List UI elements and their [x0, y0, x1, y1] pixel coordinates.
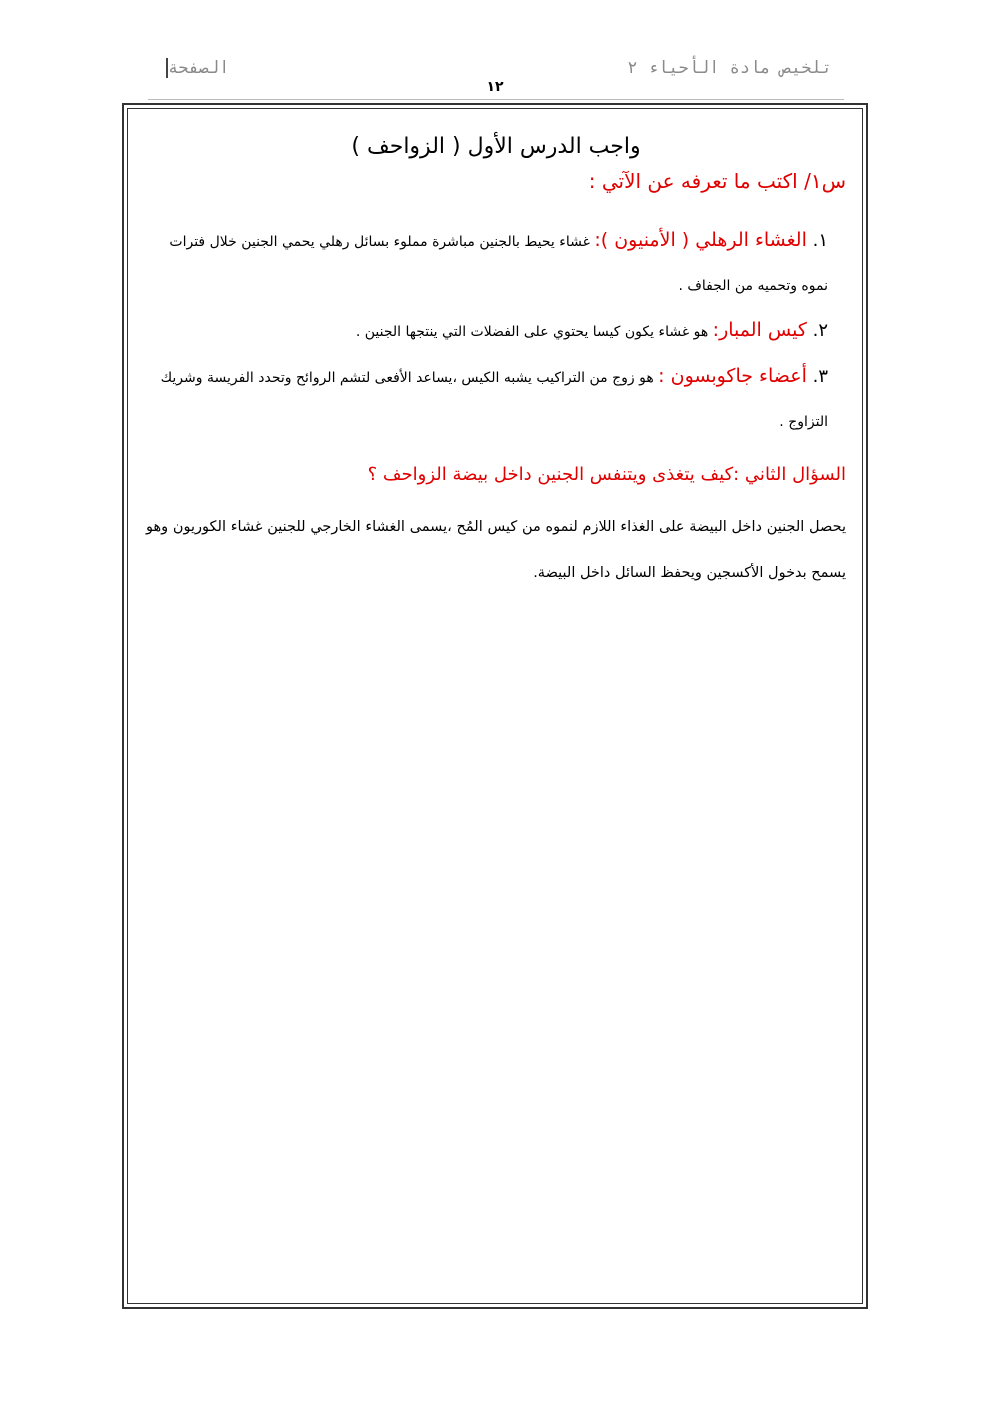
header-rule: [148, 99, 844, 100]
page-label-text: الصفحة: [168, 58, 230, 78]
header-page-label: [160, 58, 229, 78]
item-term: الغشاء الرهلي ( الأمنيون ):: [594, 229, 807, 251]
item-number: ٢.: [806, 320, 828, 341]
lesson-title: واجب الدرس الأول ( الزواحف ): [351, 134, 641, 159]
question-1-heading: س١/ اكتب ما تعرفه عن الآتي :: [588, 169, 846, 193]
answer-item-jacobson: [146, 354, 846, 444]
question-2-heading: السؤال الثاني :كيف يتغذى ويتنفس الجنين داخل بيضة الزواحف ؟: [367, 464, 846, 485]
answer-item-amnion: [146, 218, 846, 308]
item-number: ٣.: [806, 366, 828, 387]
item-text: هو غشاء يكون كيسا يحتوي على الفضلات التي ينتجها الجنين .: [355, 324, 713, 340]
question-2-answer: يحصل الجنين داخل البيضة على الغذاء اللازم لنموه من كيس المُح ،يسمى الغشاء الخارجي للجنين غشاء الكوريون وهو يسمح بدخول الأكسجين ويحفظ السائل داخل البيضة.: [146, 519, 846, 581]
item-number: ١.: [806, 230, 828, 251]
lesson-content: [146, 130, 846, 596]
item-term: أعضاء جاكوبسون :: [658, 365, 807, 387]
header-title: تلخيص مادة الأحياء ٢: [627, 58, 832, 78]
item-term: كيس المبار:: [712, 319, 807, 341]
answer-item-allantois: [146, 308, 846, 354]
item-text: هو زوج من التراكيب يشبه الكيس ،يساعد الأفعى لتشم الروائح وتحدد الفريسة وشريك التزاوج .: [160, 370, 828, 430]
page-number: ١٢: [486, 79, 504, 95]
item-text: غشاء يحيط بالجنين مباشرة مملوء بسائل رهلي يحمي الجنين خلال فترات نموه وتحميه من الجفاف .: [169, 234, 828, 294]
